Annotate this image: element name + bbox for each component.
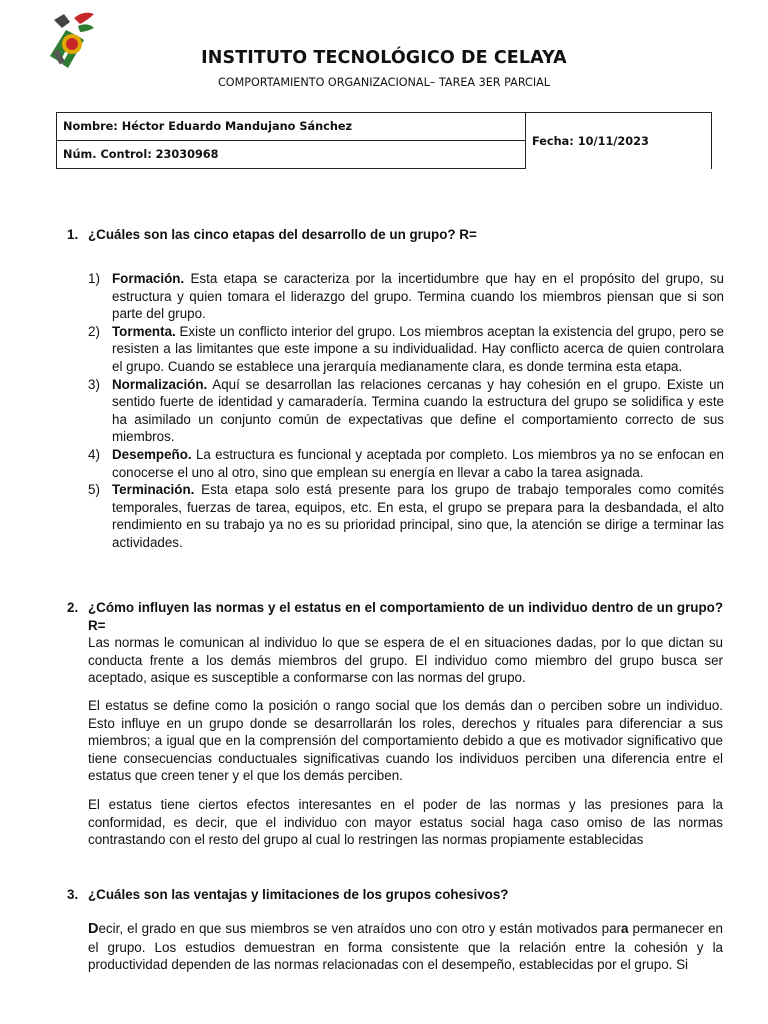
item-term: Formación. (112, 271, 185, 286)
item-number: 1) (88, 271, 100, 286)
paragraph-text: permanecer en el grupo. Los estudios demuestran en forma consistente que la relación entre la cohesión y la productividad dependen de las normas relacionadas con el desempeño, establecidas por el grupo. Si (88, 921, 723, 973)
question-number: 2. (67, 600, 79, 615)
item-text: La estructura es funcional y aceptada por completo. Los miembros ya no se enfocan en conocerse el uno al otro, sino que emplean su energía en llevar a cabo la tarea asignada. (112, 446, 724, 480)
list-item (88, 376, 724, 446)
student-name: Nombre: Héctor Eduardo Mandujano Sánchez (56, 112, 526, 141)
question-number: 3. (67, 887, 79, 902)
question-1 (67, 226, 477, 244)
list-item (88, 446, 724, 481)
question-2 (67, 599, 723, 634)
answer-paragraph: El estatus tiene ciertos efectos interesantes en el poder de las normas y las presiones para la conformidad, es decir, que el individuo con mayor estatus social haga caso omiso de las normas contrastando con el resto del grupo al cual lo restringen las normas propiamente establecidas (88, 797, 723, 848)
student-info-table (56, 112, 712, 169)
item-number: 2) (88, 323, 100, 339)
item-term: Desempeño. (112, 446, 192, 462)
item-text: Esta etapa solo está presente para los grupo de trabajo temporales como comités temporales, fuerzas de tarea, equipos, etc. En esta, el grupo se prepara para la desbandada, el alto rendimiento en su trabajo ya no es su prioridad principal, sino que, la atención se dirige a terminar las actividades. (112, 482, 724, 550)
paragraph-text: ecir, el grado en que sus miembros se ven atraídos uno con otro y están motivados par (98, 921, 621, 936)
question-text: ¿Cuáles son las cinco etapas del desarrollo de un grupo? R= (88, 227, 477, 242)
list-item (88, 481, 724, 551)
control-number: Núm. Control: 23030968 (56, 140, 526, 169)
list-item (88, 323, 724, 376)
item-number: 4) (88, 446, 100, 462)
question-number: 1. (67, 227, 79, 242)
answer-paragraph (88, 920, 723, 974)
item-term: Normalización. (112, 376, 208, 392)
item-text: Existe un conflicto interior del grupo. Los miembros aceptan la existencia del grupo, pero se resisten a las limitantes que este impone a su individualidad. Hay conflicto acerca de quien controlara el grupo. Cuando se establece una jerarquía medianamente clara, es donde termina esta etapa. (112, 323, 724, 374)
item-number: 5) (88, 482, 100, 498)
answer-paragraph: El estatus se define como la posición o rango social que los demás dan o perciben sobre un individuo. Esto influye en un grupo donde se desarrollarán los roles, derechos y rituales para diferenciar a sus miembros; a igual que en la comprensión del comportamiento debido a que es motivador significativo que tiene consecuencias conductuales significativas cuando los individuos perciben una diferencia entre el estatus que creen tener y el que los demás perciben. (88, 698, 723, 784)
date-field: Fecha: 10/11/2023 (525, 112, 712, 169)
stages-list (88, 270, 724, 552)
bold-letter: a (621, 921, 629, 936)
item-text: Esta etapa se caracteriza por la incertidumbre que hay en el propósito del grupo, su estructura y quien tomara el liderazgo del grupo. Termina cuando los miembros piensan que si son parte del grupo. (112, 271, 724, 322)
item-term: Tormenta. (112, 323, 176, 339)
document-title: INSTITUTO TECNOLÓGICO DE CELAYA (201, 48, 567, 68)
answer-paragraph: Las normas le comunican al individuo lo que se espera de el en situaciones dadas, por lo que dictan su conducta frente a los demás miembros del grupo. El individuo como miembro del grupo busca ser aceptado, asique es susceptible a conformarse con las normas del grupo. (88, 635, 723, 686)
question-text: ¿Cuáles son las ventajas y limitaciones de los grupos cohesivos? (88, 887, 509, 902)
item-term: Terminación. (112, 482, 195, 498)
item-text: Aquí se desarrollan las relaciones cercanas y hay cohesión en el grupo. Existe un sentido fuerte de identidad y camaradería. Termina cuando la estructura del grupo se solidifica y este ha asimilado un conjunto común de expectativas que define el comportamiento correcto de sus miembros. (112, 376, 724, 445)
list-item (88, 270, 724, 323)
question-3 (67, 886, 723, 904)
drop-letter: D (88, 921, 99, 937)
item-number: 3) (88, 376, 100, 392)
question-text: ¿Cómo influyen las normas y el estatus en el comportamiento de un individuo dentro de un grupo? R= (88, 600, 723, 633)
document-subtitle: COMPORTAMIENTO ORGANIZACIONAL– TAREA 3ER PARCIAL (217, 76, 551, 89)
